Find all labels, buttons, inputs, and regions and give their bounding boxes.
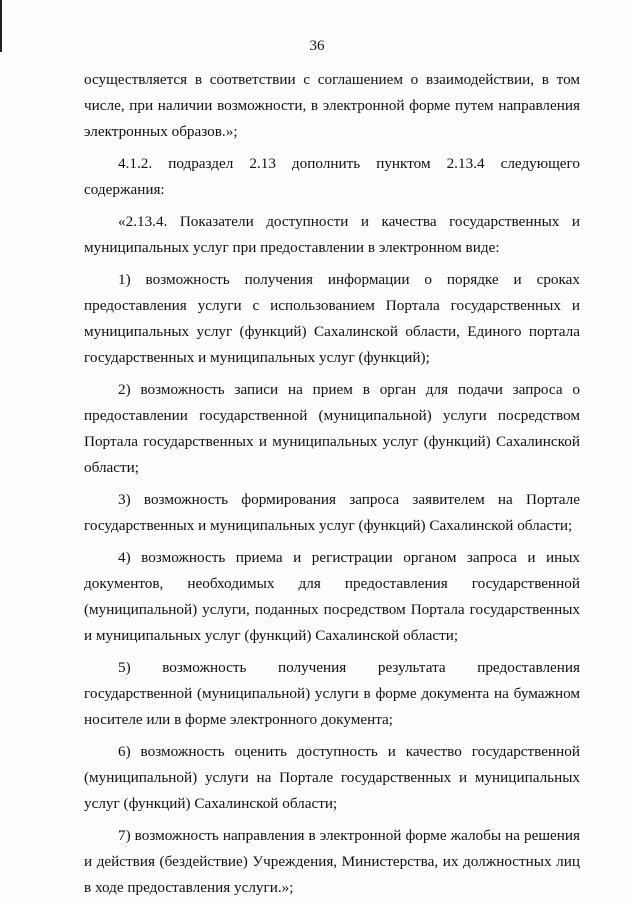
list-item-7: 7) возможность направления в электронной форме жалобы на решения и действия (бездействие) Учреждения, Министерства, их должностных лиц в ходе предоставления услуги.»; — [84, 827, 580, 896]
paragraph-continuation: осуществляется в соответствии с соглашением о взаимодействии, в том числе, при наличии возможности, в электронной форме путем направления электронных образов.»; — [84, 71, 580, 140]
paragraph-section-heading: «2.13.4. Показатели доступности и качества государственных и муниципальных услуг при предоставлении в электронном виде: — [84, 213, 580, 256]
document-body — [84, 67, 580, 907]
list-item-3: 3) возможность формирования запроса заявителем на Портале государственных и муниципальных услуг (функций) Сахалинской области; — [84, 491, 580, 534]
list-item-1: 1) возможность получения информации о порядке и сроках предоставления услуги с использованием Портала государственных и муниципальных услуг (функций) Сахалинской области, Единого портала государственных и муниципальных услуг (функций); — [84, 271, 580, 366]
list-item-2: 2) возможность записи на прием в орган для подачи запроса о предоставлении государственной (муниципальной) услуги посредством Портала государственных и муниципальных услуг (функций) Сахалинской области; — [84, 381, 580, 476]
paragraph-amendment: 4.1.2. подраздел 2.13 дополнить пунктом 2.13.4 следующего содержания: — [84, 155, 580, 198]
list-item-5: 5) возможность получения результата предоставления государственной (муниципальной) услуги в форме документа на бумажном носителе или в форме электронного документа; — [84, 659, 580, 728]
page-number: 36 — [309, 38, 325, 54]
list-item-4: 4) возможность приема и регистрации органом запроса и иных документов, необходимых для предоставления государственной (муниципальной) услуги, поданных посредством Портала государственных и муниципальных услуг (функций) Сахалинской области; — [84, 549, 580, 644]
list-item-6: 6) возможность оценить доступность и качество государственной (муниципальной) услуги на Портале государственных и муниципальных услуг (функций) Сахалинской области; — [84, 743, 580, 812]
